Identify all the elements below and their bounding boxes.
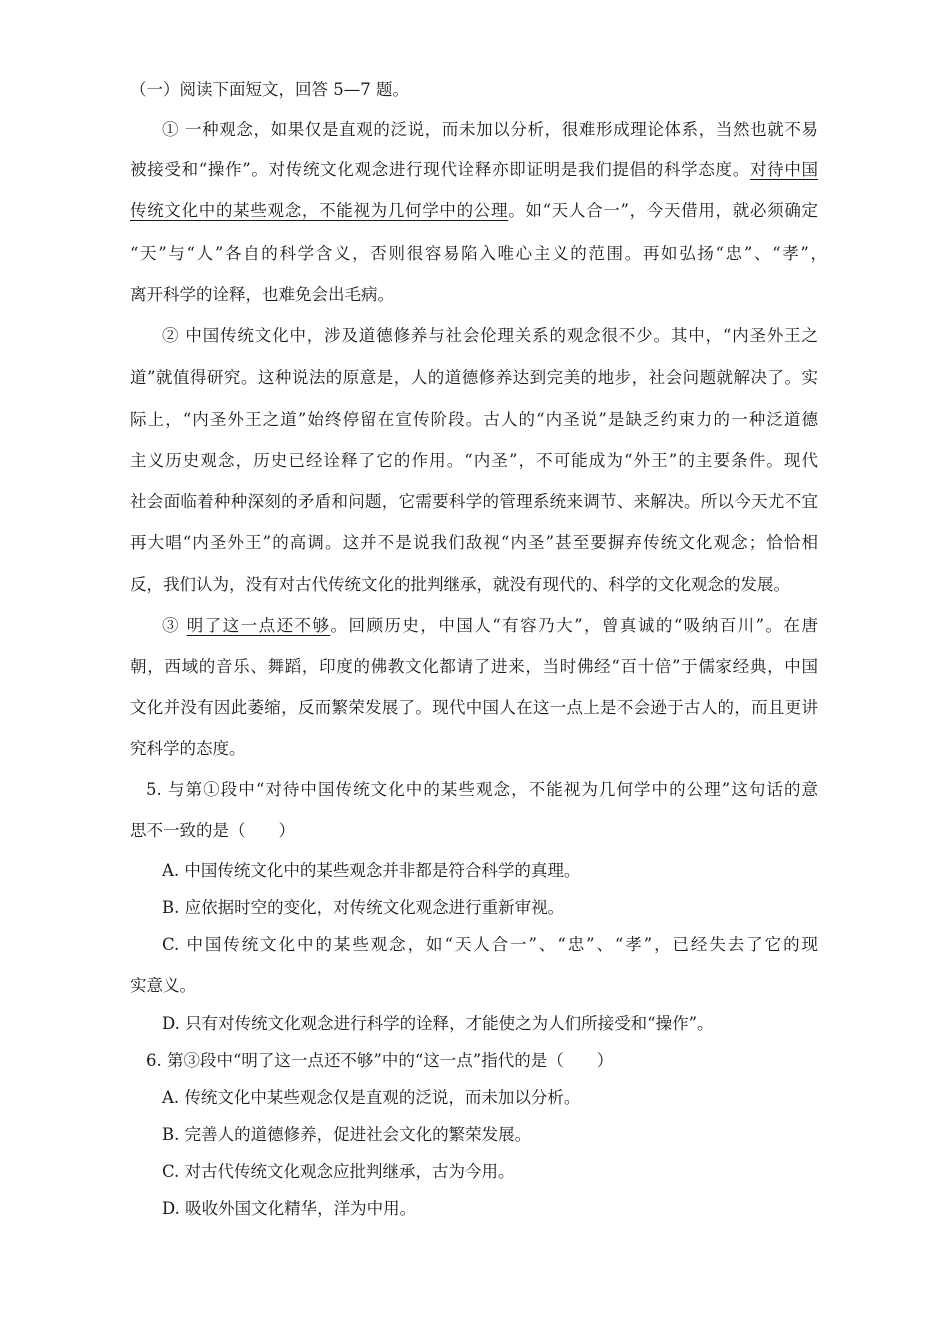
p3-underlined-phrase: 明了这一点还不够 [186, 616, 331, 635]
q6-option-a: A. 传统文化中某些观念仅是直观的泛说，而未加以分析。 [162, 1088, 581, 1107]
p3-line-2: 朝，西域的音乐、舞蹈，印度的佛教文化都请了进来，当时佛经“百十倍”于儒家经典，中国 [130, 657, 818, 676]
q5-option-b: B. 应依据时空的变化，对传统文化观念进行重新审视。 [162, 898, 565, 917]
p3-line-1-text: 。回顾历史，中国人“有容乃大”，曾真诚的“吸纳百川”。在唐 [330, 616, 819, 635]
p3-number: ③ [162, 616, 187, 635]
p1-line-2 [130, 159, 818, 181]
p1-line-1: ① 一种观念，如果仅是直观的泛说，而未加以分析，很难形成理论体系，当然也就不易 [162, 120, 818, 139]
p1-line-5: 离开科学的诠释，也难免会出毛病。 [130, 285, 394, 304]
q6-option-b: B. 完善人的道德修养，促进社会文化的繁荣发展。 [162, 1125, 532, 1144]
q5-option-c-cont: 实意义。 [130, 976, 196, 995]
p2-line-5: 社会面临着种种深刻的矛盾和问题，它需要科学的管理系统来调节、来解决。所以今天尤不宜 [130, 492, 818, 511]
q5-stem-line-2: 思不一致的是（ ） [130, 821, 295, 840]
p2-line-1: ② 中国传统文化中，涉及道德修养与社会伦理关系的观念很不少。其中，“内圣外王之 [162, 326, 818, 345]
q6-stem: 6. 第③段中“明了这一点还不够”中的“这一点”指代的是（ ） [146, 1051, 614, 1070]
q6-option-c: C. 对古代传统文化观念应批判继承，古为今用。 [162, 1162, 515, 1181]
p3-line-3: 文化并没有因此萎缩，反而繁荣发展了。现代中国人在这一点上是不会逊于古人的，而且更讲 [130, 698, 818, 717]
p1-underlined-quote-end: 传统文化中的某些观念，不能视为几何学中的公理 [130, 201, 509, 220]
p2-line-2: 道”就值得研究。这种说法的原意是，人的道德修养达到完美的地步，社会问题就解决了。实 [130, 368, 818, 387]
p1-line-3-text: 。如“天人合一”，今天借用，就必须确定 [508, 201, 819, 220]
q5-stem-line-1: 5. 与第①段中“对待中国传统文化中的某些观念，不能视为几何学中的公理”这句话的意 [146, 780, 818, 799]
q5-option-a: A. 中国传统文化中的某些观念并非都是符合科学的真理。 [162, 861, 581, 880]
q6-option-d: D. 吸收外国文化精华，洋为中用。 [162, 1199, 417, 1218]
p1-line-4: “天”与“人”各自的科学含义，否则很容易陷入唯心主义的范围。再如弘扬“忠”、“孝”， [130, 244, 827, 263]
q5-option-d: D. 只有对传统文化观念进行科学的诠释，才能使之为人们所接受和“操作”。 [162, 1014, 714, 1033]
p2-line-6: 再大唱“内圣外王”的高调。这并不是说我们敌视“内圣”甚至要摒弃传统文化观念；恰恰相 [130, 533, 818, 552]
p3-line-1 [162, 615, 818, 637]
p2-line-3: 际上，“内圣外王之道”始终停留在宣传阶段。古人的“内圣说”是缺乏约束力的一种泛道德 [130, 410, 818, 429]
p2-line-7: 反，我们认为，没有对古代传统文化的批判继承，就没有现代的、科学的文化观念的发展。 [130, 575, 790, 594]
p3-line-4: 究科学的态度。 [130, 739, 246, 758]
q5-option-c: C. 中国传统文化中的某些观念，如“天人合一”、“忠”、“孝”，已经失去了它的现 [162, 935, 818, 954]
p1-line-3 [130, 200, 818, 222]
p1-underlined-quote-start: 对待中国 [749, 160, 819, 179]
p1-line-2-text: 被接受和“操作”。对传统文化观念进行现代诠释亦即证明是我们提倡的科学态度。 [130, 160, 750, 179]
p2-line-4: 主义历史观念，历史已经诠释了它的作用。“内圣”，不可能成为“外王”的主要条件。现代 [130, 451, 818, 470]
section-heading: （一）阅读下面短文，回答 5—7 题。 [130, 80, 409, 99]
